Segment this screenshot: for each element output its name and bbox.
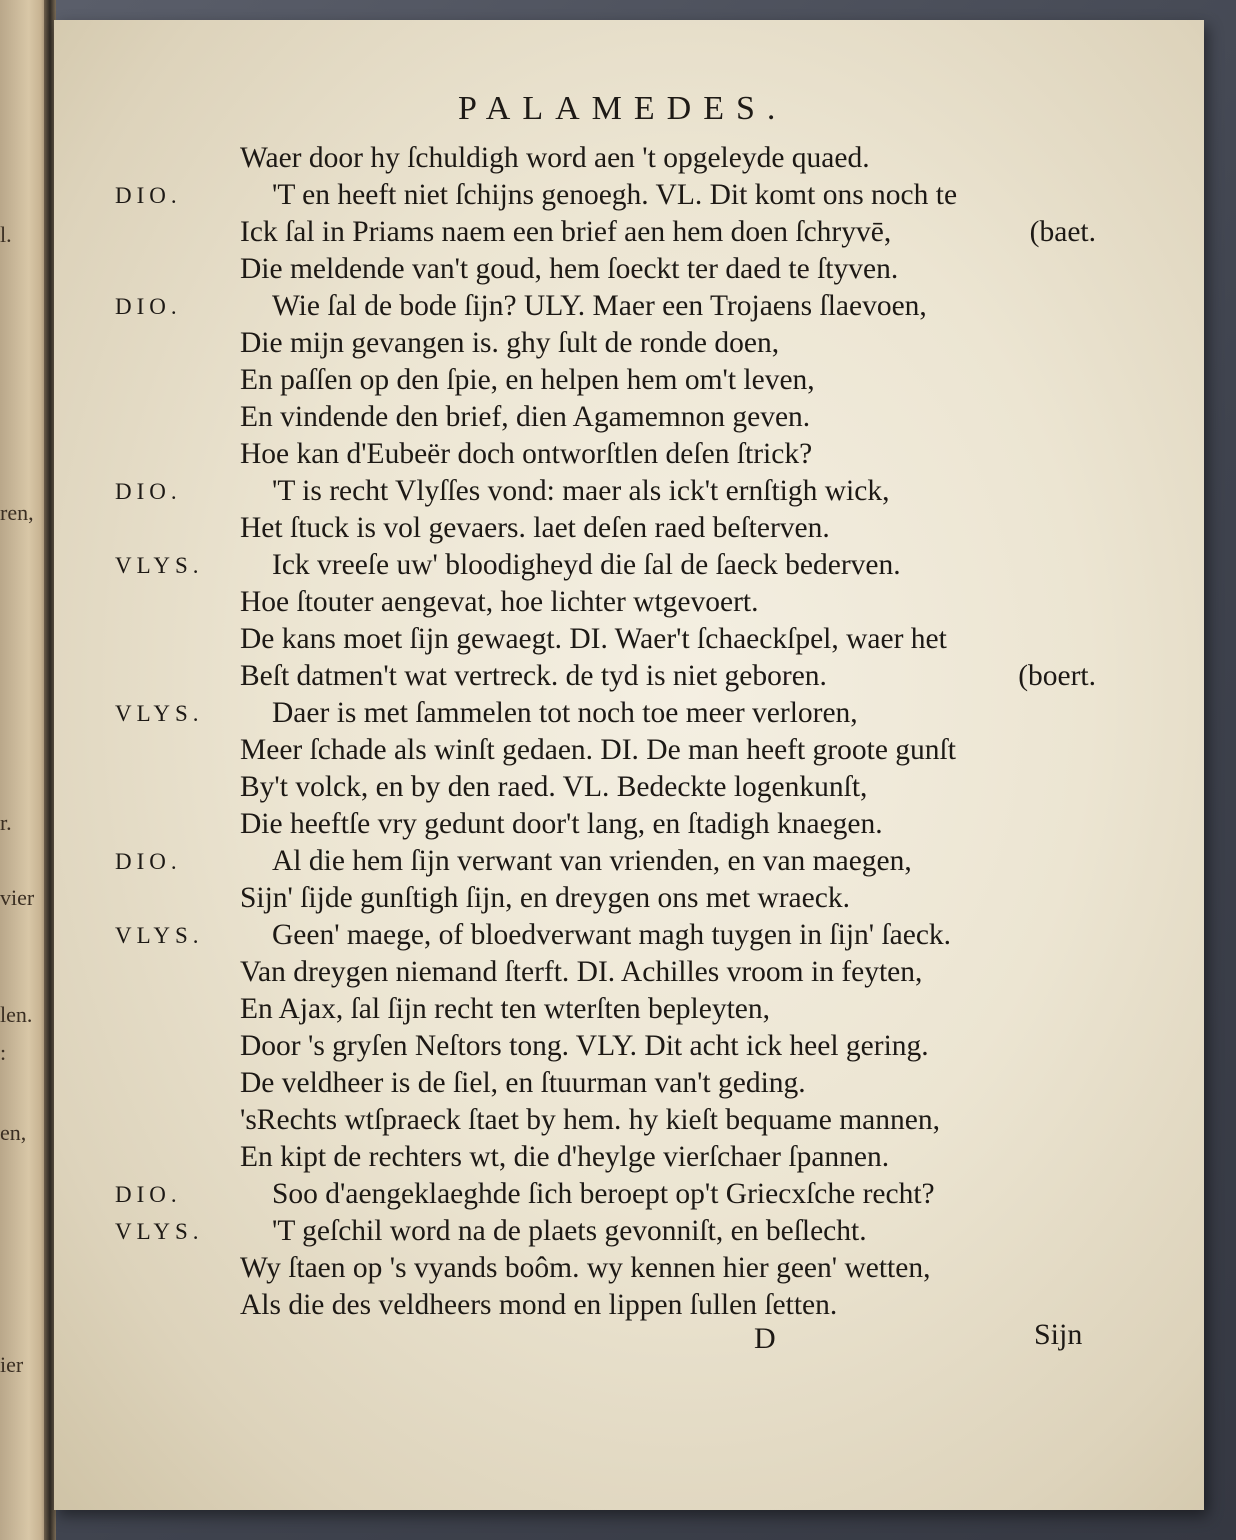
- speaker-label: VLYS.: [115, 1219, 204, 1244]
- speaker-label: DIO.: [115, 183, 182, 208]
- verse-line: [0, 547, 1236, 584]
- verse-line: [0, 658, 1236, 695]
- verse-line: [0, 177, 1236, 214]
- speaker-label: DIO.: [115, 1182, 182, 1207]
- facing-page-fragment: r.: [0, 810, 12, 835]
- verse-line: [0, 473, 1236, 510]
- verse-line: [0, 1139, 1236, 1176]
- verse-text: De veldheer is de ſiel, en ſtuurman van't geding.: [240, 1067, 806, 1099]
- turnover-word: (baet.: [1029, 216, 1096, 248]
- verse-line: [0, 399, 1236, 436]
- verse-line: [0, 1028, 1236, 1065]
- verse-text: Wy ſtaen op 's vyands boôm. wy kennen hier geen' wetten,: [240, 1252, 931, 1284]
- speaker-label: VLYS.: [115, 701, 204, 726]
- verse-text: Die meldende van't goud, hem ſoeckt ter daed te ſtyven.: [240, 253, 899, 285]
- facing-page-fragment: :: [0, 1040, 7, 1065]
- verse-text: Die heeftſe vry gedunt door't lang, en ſtadigh knaegen.: [240, 808, 883, 840]
- verse-line: [0, 769, 1236, 806]
- speaker-label: DIO.: [115, 479, 182, 504]
- signature-mark: D: [754, 1322, 776, 1355]
- verse-text: Sijn' ſijde gunſtigh ſijn, en dreygen ons met wraeck.: [240, 882, 850, 914]
- facing-page-fragment: en,: [0, 1120, 27, 1145]
- speaker-label: DIO.: [115, 849, 182, 874]
- turnover-word: (boert.: [1018, 660, 1096, 692]
- verse-line: [0, 288, 1236, 325]
- verse-text: 'T en heeft niet ſchijns genoegh. VL. Dit komt ons noch te: [272, 179, 958, 211]
- speaker-label: VLYS.: [115, 923, 204, 948]
- verse-line: [0, 251, 1236, 288]
- verse-text: Het ſtuck is vol gevaers. laet deſen raed beſterven.: [240, 512, 830, 544]
- verse-line: [0, 214, 1236, 251]
- running-head: PALAMEDES.: [458, 90, 788, 127]
- verse-text: Al die hem ſijn verwant van vrienden, en van maegen,: [272, 845, 912, 877]
- verse-text: Wie ſal de bode ſijn? ULY. Maer een Trojaens ſlaevoen,: [272, 290, 927, 322]
- speaker-label: DIO.: [115, 294, 182, 319]
- verse-text: 'T geſchil word na de plaets gevonniſt, en beſlecht.: [272, 1215, 867, 1247]
- verse-text: Door 's gryſen Neſtors tong. VLY. Dit acht ick heel gering.: [240, 1030, 929, 1062]
- verse-line: [0, 1102, 1236, 1139]
- verse-text: Ick vreeſe uw' bloodigheyd die ſal de ſaeck bederven.: [272, 549, 901, 581]
- verse-line: [0, 140, 1236, 177]
- verse-text: En kipt de rechters wt, die d'heylge vierſchaer ſpannen.: [240, 1141, 890, 1173]
- verse-line: [0, 584, 1236, 621]
- verse-line: [0, 1065, 1236, 1102]
- verse-line: [0, 954, 1236, 991]
- verse-text: En paſſen op den ſpie, en helpen hem om't leven,: [240, 364, 815, 396]
- verse-text: Soo d'aengeklaeghde ſich beroept op't Griecxſche recht?: [272, 1178, 935, 1210]
- verse-line: [0, 843, 1236, 880]
- verse-text: En vindende den brief, dien Agamemnon geven.: [240, 401, 811, 433]
- verse-text: En Ajax, ſal ſijn recht ten wterſten bepleyten,: [240, 993, 771, 1025]
- facing-page-fragment: ren,: [0, 500, 34, 525]
- verse-text: Ick ſal in Priams naem een brief aen hem doen ſchryvē,: [240, 216, 892, 248]
- verse-text: Hoe kan d'Eubeër doch ontworſtlen deſen ſtrick?: [240, 438, 813, 470]
- verse-text: Daer is met ſammelen tot noch toe meer verloren,: [272, 697, 858, 729]
- verse-line: [0, 806, 1236, 843]
- verse-text: De kans moet ſijn gewaegt. DI. Waer't ſchaeckſpel, waer het: [240, 623, 947, 655]
- verse-text: Als die des veldheers mond en lippen ſullen ſetten.: [240, 1289, 838, 1321]
- verse-text: Die mijn gevangen is. ghy ſult de ronde doen,: [240, 327, 780, 359]
- verse-line: [0, 621, 1236, 658]
- facing-page-fragment: l.: [0, 222, 12, 247]
- verse-text: By't volck, en by den raed. VL. Bedeckte logenkunſt,: [240, 771, 868, 803]
- verse-text: Waer door hy ſchuldigh word aen 't opgeleyde quaed.: [240, 142, 870, 174]
- facing-page-fragment: vier: [0, 885, 35, 910]
- verse-line: [0, 362, 1236, 399]
- verse-line: [0, 510, 1236, 547]
- verse-line: [0, 917, 1236, 954]
- speaker-label: VLYS.: [115, 553, 204, 578]
- verse-line: [0, 1250, 1236, 1287]
- verse-text: Hoe ſtouter aengevat, hoe lichter wtgevoert.: [240, 586, 759, 618]
- verse-line: [0, 991, 1236, 1028]
- verse-text: Meer ſchade als winſt gedaen. DI. De man heeft groote gunſt: [240, 734, 956, 766]
- verse-line: [0, 880, 1236, 917]
- verse-line: [0, 732, 1236, 769]
- verse-line: [0, 436, 1236, 473]
- facing-page-fragment: ier: [0, 1352, 24, 1377]
- catchword: Sijn: [1034, 1318, 1083, 1351]
- verse-text: Geen' maege, of bloedverwant magh tuygen in ſijn' ſaeck.: [272, 919, 952, 951]
- verse-text: 'T is recht Vlyſſes vond: maer als ick't ernſtigh wick,: [272, 475, 890, 507]
- verse-text: Van dreygen niemand ſterft. DI. Achilles vroom in feyten,: [240, 956, 923, 988]
- verse-line: [0, 325, 1236, 362]
- verse-line: [0, 1213, 1236, 1250]
- verse-text: 'sRechts wtſpraeck ſtaet by hem. hy kieſt bequame mannen,: [240, 1104, 940, 1136]
- verse-line: [0, 1176, 1236, 1213]
- facing-page-fragment: len.: [0, 1002, 33, 1027]
- verse-text: Beſt datmen't wat vertreck. de tyd is niet geboren.: [240, 660, 827, 692]
- verse-line: [0, 695, 1236, 732]
